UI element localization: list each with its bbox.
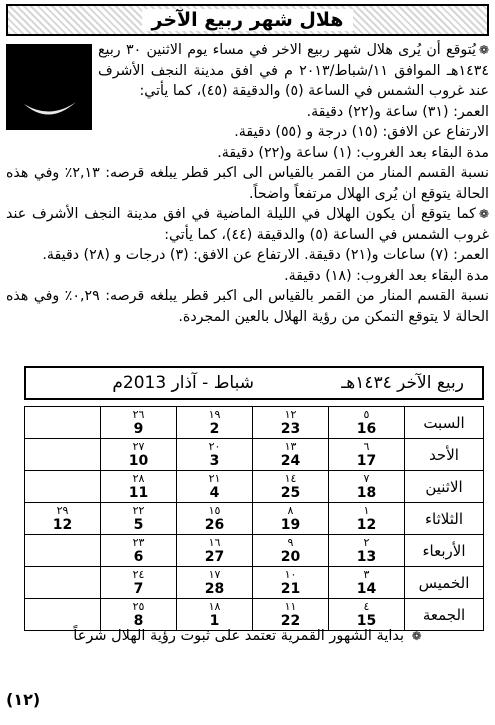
calendar-cell [25, 471, 101, 503]
page-number: (١٢) [6, 690, 41, 709]
calendar-cell [253, 503, 329, 535]
hijri-date: ١٥ [208, 504, 221, 517]
calendar-cell [25, 567, 101, 599]
calendar-cell [177, 599, 253, 631]
hijri-date: ١ [363, 504, 370, 517]
calendar-cell [253, 407, 329, 439]
weekday-label: الثلاثاء [405, 503, 484, 535]
hijri-date: ١٣ [284, 440, 297, 453]
gregorian-month-label: شباط - آذار 2013م [112, 373, 254, 393]
calendar-cell [177, 407, 253, 439]
calendar-cell [101, 567, 177, 599]
article-body [6, 40, 489, 327]
paragraph-2: العمر: (٣١) ساعة و(٢٢) دقيقة. [306, 103, 489, 120]
calendar-cell [177, 439, 253, 471]
calendar-cell [329, 439, 405, 471]
hijri-date: ٩ [287, 536, 294, 549]
gregorian-date: 9 [133, 421, 144, 437]
calendar-row [25, 535, 484, 567]
gregorian-date: 19 [280, 517, 301, 533]
gregorian-date: 12 [356, 517, 377, 533]
hijri-date: ١٩ [208, 408, 221, 421]
calendar-cell [177, 567, 253, 599]
calendar-cell [329, 407, 405, 439]
weekday-label: الجمعة [405, 599, 484, 631]
calendar-cell [177, 503, 253, 535]
calendar-cell [329, 599, 405, 631]
paragraph-8: مدة البقاء بعد الغروب: (١٨) دقيقة. [284, 267, 489, 284]
calendar-cell [101, 599, 177, 631]
gregorian-date: 1 [209, 613, 220, 629]
calendar-cell [25, 439, 101, 471]
hijri-date: ١٨ [208, 600, 221, 613]
hijri-date: ٢٥ [132, 600, 145, 613]
hijri-date: ٢٩ [56, 504, 69, 517]
gregorian-date: 22 [280, 613, 301, 629]
weekday-label: الخميس [405, 567, 484, 599]
hijri-date: ٢٢ [132, 504, 145, 517]
footnote: ❁ بداية الشهور القمرية تعتمد على ثبوت رؤية الهلال شرعاً [73, 628, 422, 644]
calendar-row [25, 439, 484, 471]
calendar-cell [25, 535, 101, 567]
gregorian-date: 26 [204, 517, 225, 533]
gregorian-date: 28 [204, 581, 225, 597]
gregorian-date: 24 [280, 453, 301, 469]
flower-bullet-icon: ❁ [478, 43, 489, 57]
gregorian-date: 7 [133, 581, 144, 597]
gregorian-date: 17 [356, 453, 377, 469]
hijri-date: ٦ [363, 440, 370, 453]
calendar-header [24, 366, 484, 400]
calendar-cell [329, 503, 405, 535]
gregorian-date: 2 [209, 421, 220, 437]
gregorian-date: 15 [356, 613, 377, 629]
hijri-date: ٧ [363, 472, 370, 485]
hijri-date: ٢١ [208, 472, 221, 485]
flower-bullet-icon: ❁ [411, 629, 422, 643]
hijri-date: ١١ [284, 600, 297, 613]
calendar-cell [253, 535, 329, 567]
hijri-date: ١٢ [284, 408, 297, 421]
calendar-row [25, 503, 484, 535]
paragraph-9: نسبة القسم المنار من القمر بالقياس الى اكبر قطر يبلغه قرصه: ٠,٢٩٪ وفي هذه الحالة لا يتوقع التمكن من رؤية الهلال بالعين المجردة. [6, 288, 489, 325]
title-bar [6, 4, 489, 36]
paragraph-7: العمر: (٧) ساعات و(٢١) دقيقة. الارتفاع عن الافق: (٣) درجات و (٢٨) دقيقة. [42, 247, 489, 263]
calendar-cell [177, 471, 253, 503]
calendar-row [25, 599, 484, 631]
gregorian-date: 12 [52, 517, 73, 533]
hijri-date: ١٤ [284, 472, 297, 485]
gregorian-date: 14 [356, 581, 377, 597]
paragraph-3: الارتفاع عن الافق: (١٥) درجة و (٥٥) دقيقة. [234, 124, 489, 140]
hijri-date: ٢٠ [208, 440, 221, 453]
calendar-cell [329, 471, 405, 503]
gregorian-date: 13 [356, 549, 377, 565]
hijri-date: ٢٧ [132, 440, 145, 453]
calendar-table [24, 406, 484, 631]
gregorian-date: 21 [280, 581, 301, 597]
gregorian-date: 25 [280, 485, 301, 501]
calendar-row [25, 471, 484, 503]
hijri-date: ٢٤ [132, 568, 145, 581]
gregorian-date: 18 [356, 485, 377, 501]
calendar-cell [25, 407, 101, 439]
hijri-date: ٣ [363, 568, 370, 581]
calendar-cell [101, 439, 177, 471]
calendar-row [25, 567, 484, 599]
calendar-cell [101, 471, 177, 503]
hijri-date: ٢٦ [132, 408, 145, 421]
hijri-date: ١٠ [284, 568, 297, 581]
calendar-cell [253, 439, 329, 471]
gregorian-date: 16 [356, 421, 377, 437]
hijri-date: ٢٣ [132, 536, 145, 549]
hijri-date: ١٦ [208, 536, 221, 549]
gregorian-date: 4 [209, 485, 220, 501]
gregorian-date: 23 [280, 421, 301, 437]
paragraph-6: ❁كما يتوقع أن يكون الهلال في الليلة الماضية في افق مدينة النجف الأشرف عند غروب الشمس في الساعة (٥) والدقيقة (٤٤)، كما يأتي: [6, 206, 489, 243]
calendar-row [25, 407, 484, 439]
calendar-cell [253, 567, 329, 599]
paragraph-4: مدة البقاء بعد الغروب: (١) ساعة و(٢٢) دقيقة. [217, 144, 489, 161]
flower-bullet-icon: ❁ [478, 207, 489, 221]
gregorian-date: 6 [133, 549, 144, 565]
gregorian-date: 27 [204, 549, 225, 565]
calendar-cell [25, 599, 101, 631]
calendar-cell [329, 535, 405, 567]
weekday-label: الاثنين [405, 471, 484, 503]
gregorian-date: 11 [128, 485, 149, 501]
gregorian-date: 3 [209, 453, 220, 469]
hijri-date: ٨ [287, 504, 294, 517]
hijri-date: ٥ [363, 408, 370, 421]
calendar-cell [253, 599, 329, 631]
calendar-cell [177, 535, 253, 567]
weekday-label: الأربعاء [405, 535, 484, 567]
hijri-date: ٤ [363, 600, 370, 613]
gregorian-date: 8 [133, 613, 144, 629]
weekday-label: الأحد [405, 439, 484, 471]
gregorian-date: 10 [128, 453, 149, 469]
gregorian-date: 20 [280, 549, 301, 565]
calendar-cell [101, 535, 177, 567]
calendar-cell [329, 567, 405, 599]
paragraph-1: ❁يُتوقع أن يُرى هلال شهر ربيع الاخر في مساء يوم الاثنين ٣٠ ربيع ١٤٣٤هـ الموافق ١١/شباط/٢٠١٣ م في افق مدينة النجف الأشرف عند غروب الشمس في الساعة (٥) والدقيقة (٤٥)، كما يأتي: [98, 42, 489, 99]
calendar-cell [101, 503, 177, 535]
page-title: هلال شهر ربيع الآخر [142, 9, 354, 31]
hijri-date: ١٧ [208, 568, 221, 581]
gregorian-date: 5 [133, 517, 144, 533]
calendar-cell [25, 503, 101, 535]
calendar-cell [253, 471, 329, 503]
paragraph-5: نسبة القسم المنار من القمر بالقياس الى اكبر قطر يبلغه قرصه: ٢,١٣٪ وفي هذه الحالة يتوقع ان يُرى الهلال مرتفعاً واضحاً. [6, 165, 489, 202]
hijri-date: ٢ [363, 536, 370, 549]
calendar-cell [101, 407, 177, 439]
hijri-month-label: ربيع الآخر ١٤٣٤هـ [341, 373, 464, 393]
hijri-date: ٢٨ [132, 472, 145, 485]
weekday-label: السبت [405, 407, 484, 439]
